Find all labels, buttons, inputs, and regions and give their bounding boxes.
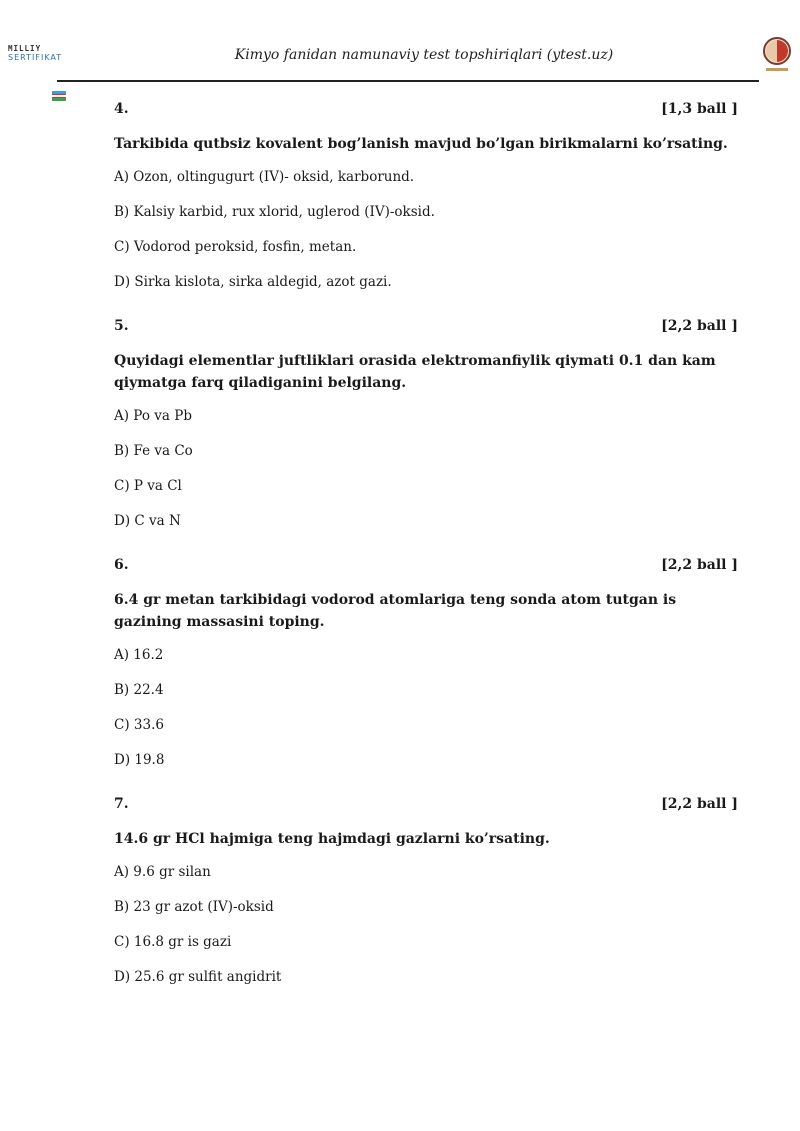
- option-b[interactable]: B) 22.4: [114, 682, 164, 698]
- question-header: [114, 315, 738, 337]
- option-b[interactable]: B) 23 gr azot (IV)-oksid: [114, 899, 274, 915]
- question-points: [2,2 ball ]: [661, 557, 738, 573]
- option-d[interactable]: D) 19.8: [114, 752, 165, 768]
- question-header: [114, 98, 738, 120]
- option-d[interactable]: D) Sirka kislota, sirka aldegid, azot gazi.: [114, 274, 392, 290]
- option-b[interactable]: B) Kalsiy karbid, rux xlorid, uglerod (IV)-oksid.: [114, 204, 435, 220]
- option-a[interactable]: A) 16.2: [114, 647, 164, 663]
- question-5: [114, 315, 738, 532]
- questions-list: [114, 98, 738, 1001]
- header-title: Kimyo fanidan namunaviy test topshiriqlari (ytest.uz): [234, 47, 614, 63]
- question-7: [114, 793, 738, 988]
- option-c[interactable]: C) 33.6: [114, 717, 164, 733]
- option-c[interactable]: C) 16.8 gr is gazi: [114, 934, 232, 950]
- option-d[interactable]: D) 25.6 gr sulfit angidrit: [114, 969, 282, 985]
- question-number: 5.: [114, 318, 129, 334]
- question-6: [114, 554, 738, 771]
- question-header: [114, 793, 738, 815]
- question-points: [2,2 ball ]: [661, 796, 738, 812]
- flag-icon: [52, 91, 66, 101]
- option-c[interactable]: C) Vodorod peroksid, fosfin, metan.: [114, 239, 357, 255]
- question-number: 6.: [114, 557, 129, 573]
- question-number: 7.: [114, 796, 129, 812]
- option-b[interactable]: B) Fe va Co: [114, 443, 193, 459]
- header-divider: [57, 80, 759, 82]
- option-a[interactable]: A) Ozon, oltingugurt (IV)- oksid, karborund.: [114, 169, 415, 185]
- ytest-logo-icon: [762, 34, 792, 78]
- question-text: Tarkibida qutbsiz kovalent bog’lanish mavjud bo’lgan birikmalarni ko’rsating.: [114, 136, 728, 152]
- option-a[interactable]: A) Po va Pb: [114, 408, 192, 424]
- question-4: [114, 98, 738, 293]
- question-text: Quyidagi elementlar juftliklari orasida elektromanfiylik qiymati 0.1 dan kam qiymatga farq qiladiganini belgilang.: [114, 353, 716, 391]
- option-d[interactable]: D) C va N: [114, 513, 181, 529]
- option-c[interactable]: C) P va Cl: [114, 478, 182, 494]
- option-a[interactable]: A) 9.6 gr silan: [114, 864, 211, 880]
- question-text: 14.6 gr HCl hajmiga teng hajmdagi gazlarni ko’rsating.: [114, 831, 550, 847]
- question-text: 6.4 gr metan tarkibidagi vodorod atomlariga teng sonda atom tutgan is gazining massasini toping.: [114, 592, 677, 630]
- logo-text-line2: SERTIFIKAT: [8, 53, 63, 62]
- question-points: [1,3 ball ]: [661, 101, 738, 117]
- page-header: [0, 0, 800, 84]
- question-points: [2,2 ball ]: [661, 318, 738, 334]
- logo-text-line1: MILLIY: [8, 44, 42, 53]
- question-header: [114, 554, 738, 576]
- question-number: 4.: [114, 101, 129, 117]
